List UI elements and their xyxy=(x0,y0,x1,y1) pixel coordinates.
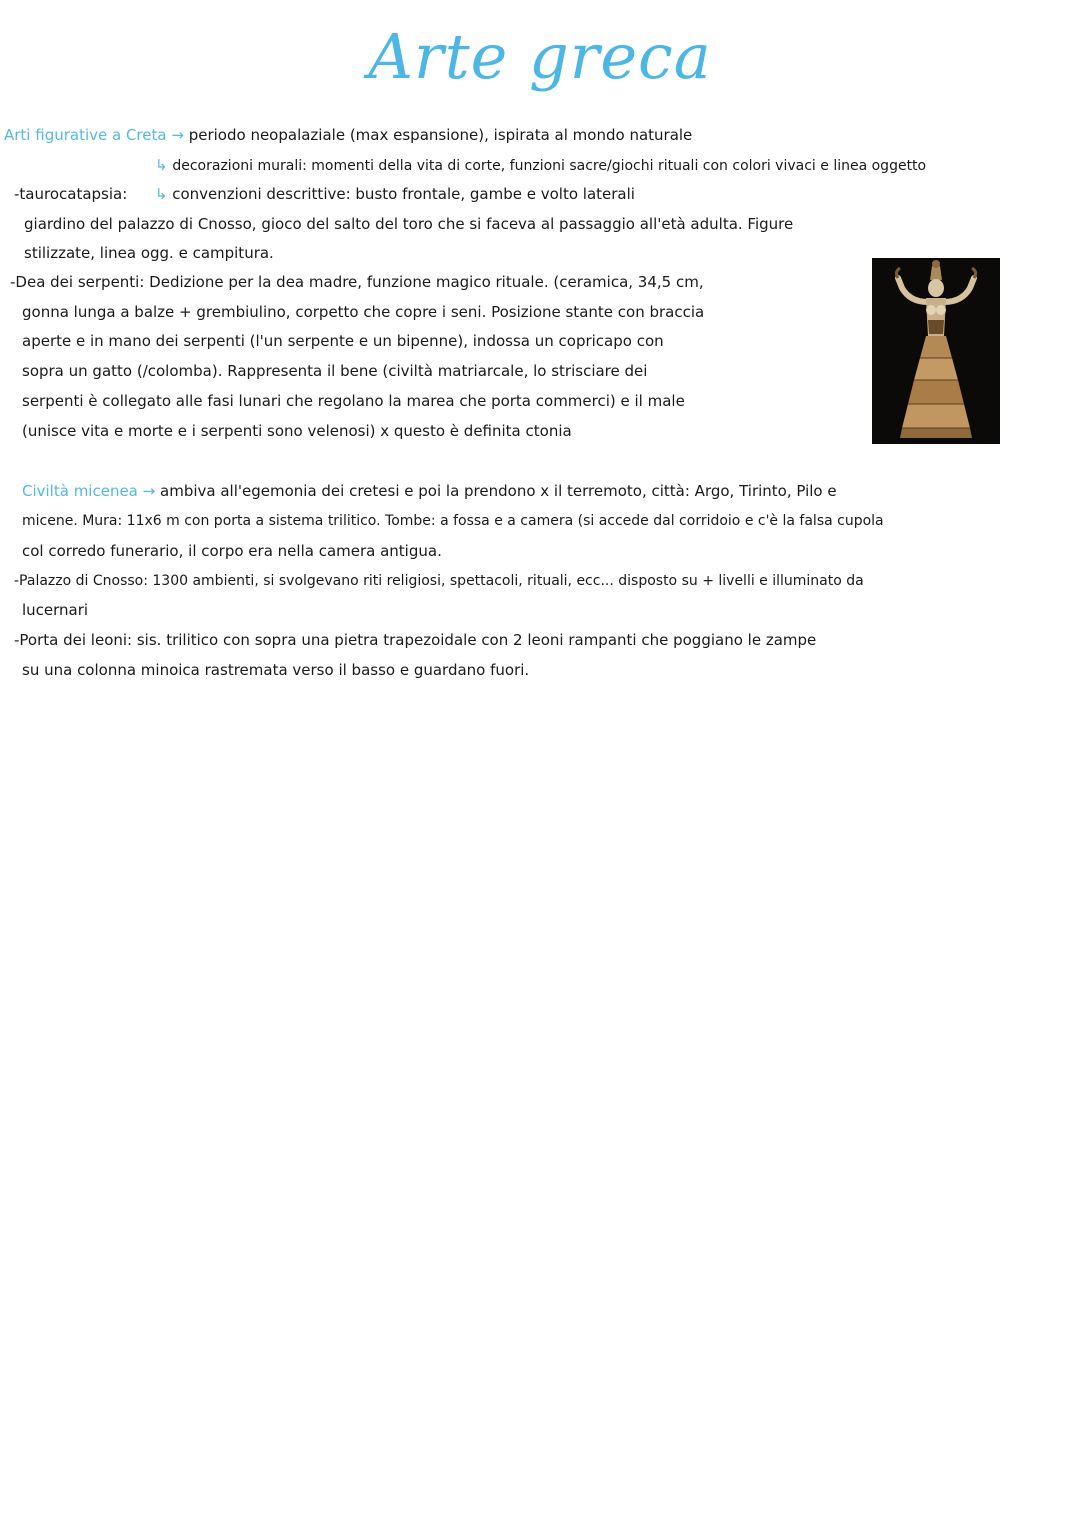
micene-heading: Civiltà micenea xyxy=(22,482,138,500)
curved-arrow-icon: ↳ xyxy=(155,156,168,174)
creta-text-2: decorazioni murali: momenti della vita di corte, funzioni sacre/giochi rituali con colori vivaci e linea oggetto xyxy=(172,158,927,174)
porta-line-1: -Porta dei leoni: sis. trilitico con sopra una pietra trapezoidale con 2 leoni rampanti che poggiano le zampe xyxy=(14,631,817,649)
dea-line-6: (unisce vita e morte e i serpenti sono velenosi) x questo è definita ctonia xyxy=(22,422,572,440)
creta-line-1 xyxy=(4,125,692,145)
dea-line-1: -Dea dei serpenti: Dedizione per la dea madre, funzione magico rituale. (ceramica, 34,5 cm, xyxy=(10,273,704,291)
creta-line-5: stilizzate, linea ogg. e campitura. xyxy=(24,244,274,262)
creta-line-4: giardino del palazzo di Cnosso, gioco del salto del toro che si faceva al passaggio all'età adulta. Figure xyxy=(24,215,794,233)
micene-line-2: micene. Mura: 11x6 m con porta a sistema trilitico. Tombe: a fossa e a camera (si accede dal corridoio e c'è la falsa cupola xyxy=(22,513,884,529)
arrow-right-icon: → xyxy=(171,126,184,144)
dea-line-5: serpenti è collegato alle fasi lunari che regolano la marea che porta commerci) e il male xyxy=(22,392,685,410)
page-title: Arte greca xyxy=(368,20,712,93)
porta-line-2: su una colonna minoica rastremata verso il basso e guardano fuori. xyxy=(22,661,530,679)
dea-line-2: gonna lunga a balze + grembiulino, corpetto che copre i seni. Posizione stante con braccia xyxy=(22,303,705,321)
palazzo-line-2: lucernari xyxy=(22,601,89,619)
palazzo-line-1: -Palazzo di Cnosso: 1300 ambienti, si svolgevano riti religiosi, spettacoli, rituali, ecc... disposto su + livelli e illuminato da xyxy=(14,573,864,589)
dea-line-3: aperte e in mano dei serpenti (l'un serpente e un bipenne), indossa un copricapo con xyxy=(22,332,664,350)
creta-text-1: periodo neopalaziale (max espansione), ispirata al mondo naturale xyxy=(188,126,693,144)
creta-line-2 xyxy=(155,155,926,176)
creta-line-3 xyxy=(14,184,635,204)
curved-arrow-icon: ↳ xyxy=(154,185,168,203)
dea-line-4: sopra un gatto (/colomba). Rappresenta il bene (civiltà matriarcale, lo strisciare dei xyxy=(22,362,648,380)
arrow-right-icon: → xyxy=(142,482,156,500)
creta-heading: Arti figurative a Creta xyxy=(4,126,167,144)
tauro-text: convenzioni descrittive: busto frontale, gambe e volto laterali xyxy=(172,185,635,203)
micene-text-1: ambiva all'egemonia dei cretesi e poi la prendono x il terremoto, città: Argo, Tirinto, Pilo e xyxy=(160,482,837,500)
tauro-label: -taurocatapsia: xyxy=(14,185,128,203)
snake-goddess-figure xyxy=(872,258,1000,444)
micene-line-1 xyxy=(22,481,837,501)
micene-line-3: col corredo funerario, il corpo era nella camera antigua. xyxy=(22,542,442,560)
snake-goddess-image xyxy=(872,258,1000,444)
